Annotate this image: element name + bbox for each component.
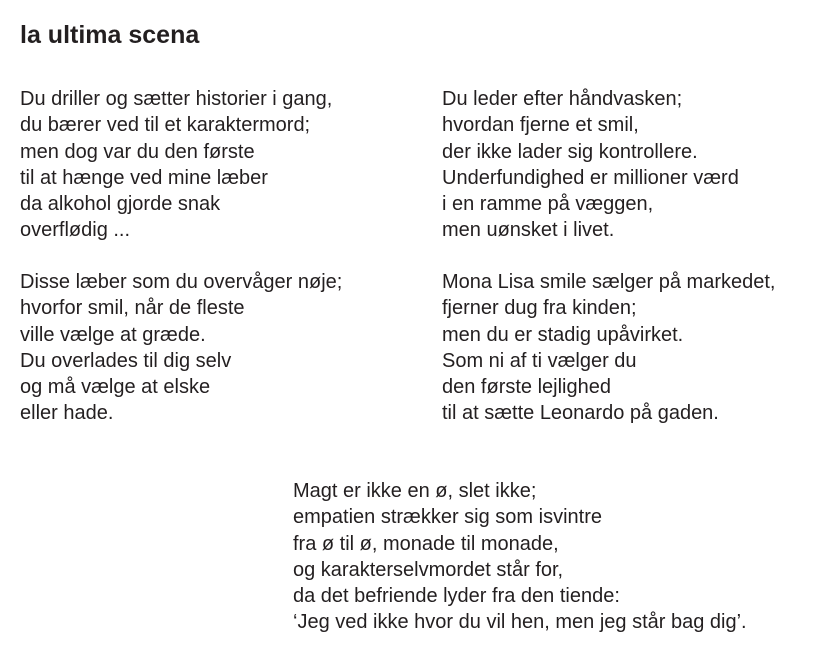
poem-line: da det befriende lyder fra den tiende: — [293, 585, 620, 608]
poem-line: der ikke lader sig kontrollere. — [442, 140, 698, 163]
poem-line: fra ø til ø, monade til monade, — [293, 532, 559, 555]
poem-line: eller hade. — [20, 402, 114, 425]
poem-line: Du leder efter håndvasken; — [442, 88, 683, 110]
poem-line: Magt er ikke en ø, slet ikke; — [293, 480, 537, 502]
poem-line: overflødig ... — [20, 219, 131, 242]
poem-line: og karakterselvmordet står for, — [293, 558, 564, 581]
poem-line: men uønsket i livet. — [442, 219, 615, 242]
poem-line: Du driller og sætter historier i gang, — [20, 88, 333, 110]
poem-title: la ultima scena — [20, 21, 200, 49]
poem-line: fjerner dug fra kinden; — [442, 297, 637, 320]
poem-line: hvorfor smil, når de fleste — [20, 297, 245, 320]
poem-line: den første lejlighed — [442, 376, 611, 399]
stanza-3 — [442, 86, 739, 244]
poem-line: Underfundighed er millioner værd — [442, 166, 739, 189]
poem-line: Som ni af ti vælger du — [442, 349, 637, 372]
stanza-2 — [20, 269, 342, 427]
poem-line: men dog var du den første — [20, 140, 255, 163]
poem-line: ‘Jeg ved ikke hvor du vil hen, men jeg står bag dig’. — [293, 611, 747, 634]
poem-line: og må vælge at elske — [20, 376, 211, 399]
poem-line: da alkohol gjorde snak — [20, 193, 221, 216]
poem-line: du bærer ved til et karaktermord; — [20, 114, 311, 137]
poem-line: Du overlades til dig selv — [20, 349, 232, 372]
poem-line: empatien strækker sig som isvintre — [293, 506, 602, 529]
stanza-1 — [20, 86, 332, 244]
poem-line: i en ramme på væggen, — [442, 193, 654, 216]
poem-line: Disse læber som du overvåger nøje; — [20, 271, 343, 293]
poem-line: men du er stadig upåvirket. — [442, 323, 684, 346]
stanza-5 — [293, 478, 747, 636]
poem-line: til at hænge ved mine læber — [20, 166, 268, 189]
poem-line: til at sætte Leonardo på gaden. — [442, 402, 719, 425]
poem-line: ville vælge at græde. — [20, 323, 206, 346]
poem-line: Mona Lisa smile sælger på markedet, — [442, 271, 776, 293]
poem-line: hvordan fjerne et smil, — [442, 114, 639, 137]
stanza-4 — [442, 269, 775, 427]
